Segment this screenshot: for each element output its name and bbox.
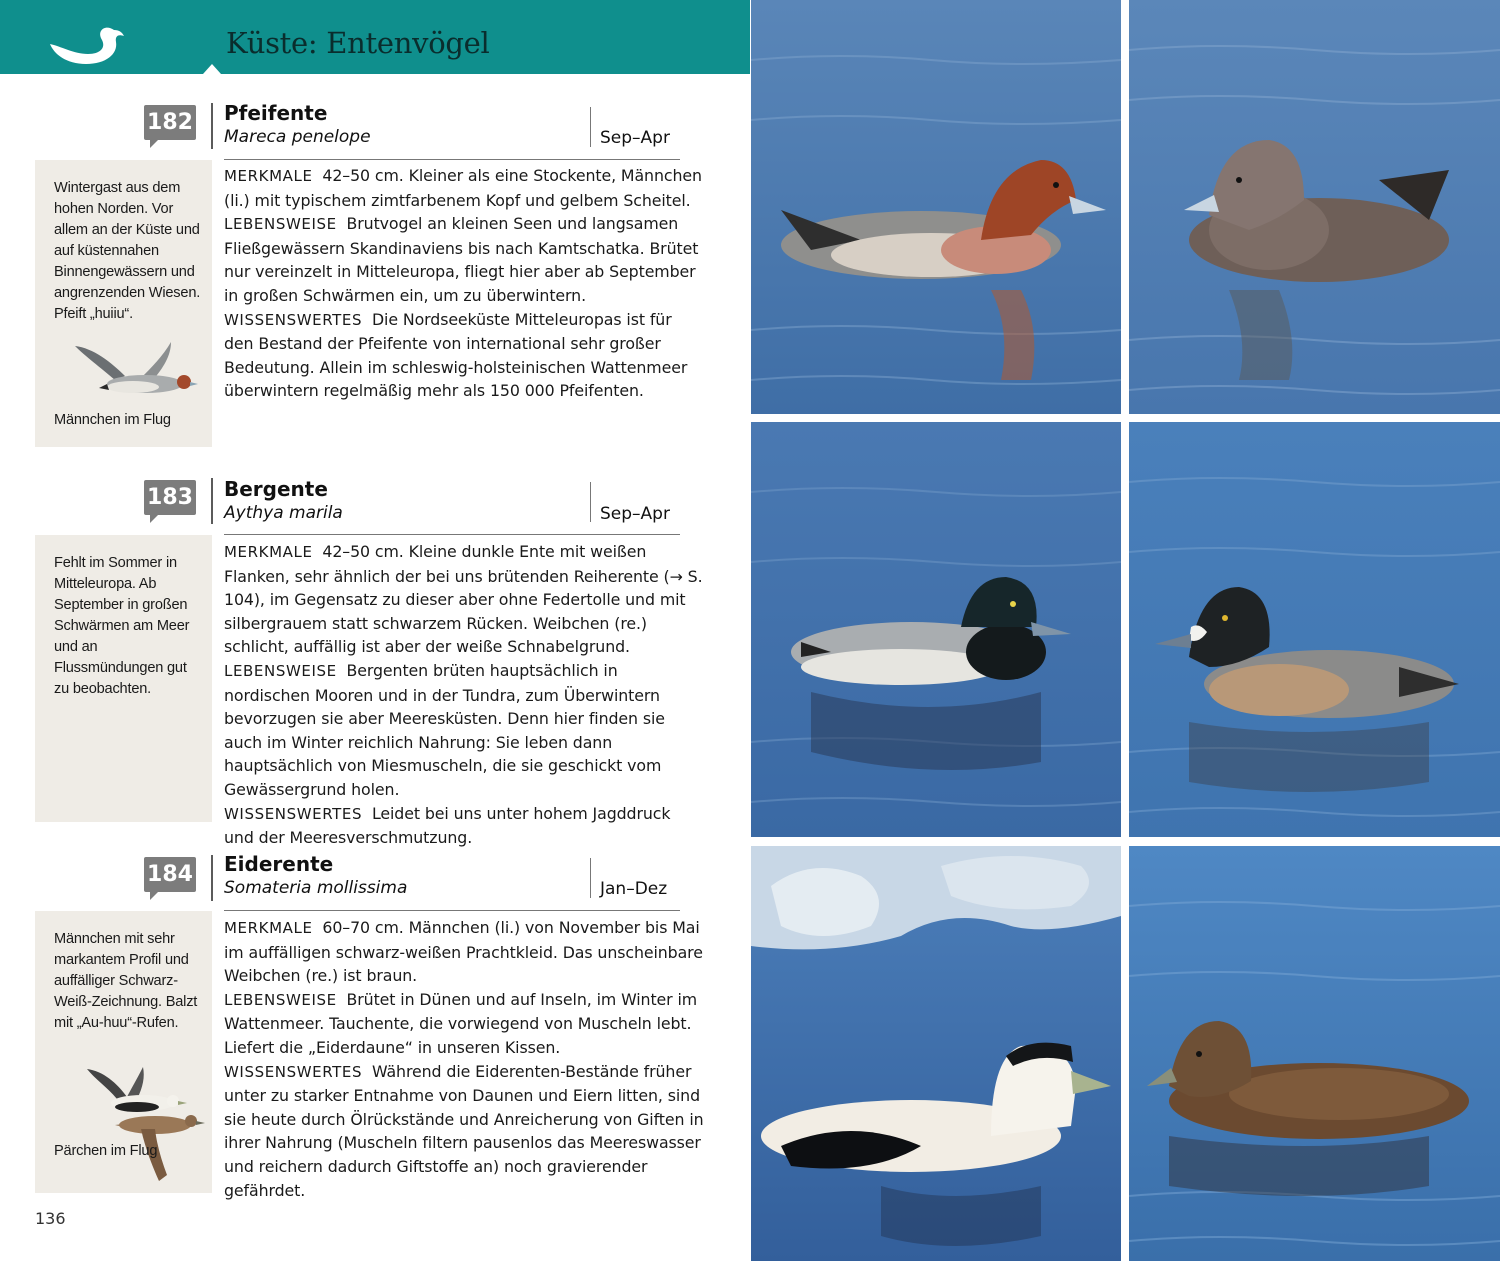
text-merkmale: 60–70 cm. Männchen (li.) von November bis Mai im auffälligen schwarz-weißen Prachtkleid. Das unscheinbare Weibchen (re.) ist braun. (224, 918, 703, 986)
divider (590, 107, 591, 147)
header-pointer (203, 64, 221, 74)
rule (224, 534, 680, 535)
rule (224, 910, 680, 911)
sidebox-caption: Männchen im Flug (54, 412, 171, 428)
photo-eider-female (1129, 846, 1500, 1261)
species-name: Bergente (224, 477, 328, 501)
eider-pair-flight-illustration (85, 1063, 207, 1185)
sidebox-text: Männchen mit sehr markantem Profil und auffälliger Schwarz-Weiß-Zeichnung. Balzt mit „Au-huu“-Rufen. (54, 931, 198, 1031)
text-merkmale: 42–50 cm. Kleiner als eine Stockente, Männchen (li.) mit typischem zimtfarbenem Kopf und gelbem Scheitel. (224, 166, 702, 210)
sidebox (35, 160, 212, 447)
text-lebensweise: Bergenten brüten hauptsächlich in nordischen Mooren und in der Tundra, zum Überwintern bevorzugen sie aber Meeresküsten. Denn hier finden sie auch im Winter reichlich Nahrung: Sie leben dann hauptsächlich von Miesmuscheln, die sie geschickt vom Gewässergrund holen. (224, 660, 665, 799)
season-range: Sep–Apr (600, 128, 670, 148)
rule (224, 159, 680, 160)
sidebox (35, 911, 212, 1193)
divider (590, 858, 591, 898)
species-name: Eiderente (224, 852, 334, 876)
sidebox-text: Wintergast aus dem hohen Norden. Vor allem an der Küste und auf küstennahen Binnengewässern und angrenzenden Wiesen. Pfeift „huiiu“. (54, 180, 201, 322)
page-number: 136 (35, 1209, 66, 1228)
divider (590, 482, 591, 522)
photo-wigeon-female (1129, 0, 1500, 414)
swan-icon (44, 24, 128, 68)
wigeon-flight-illustration (71, 338, 199, 404)
photo-scaup-female (1129, 422, 1500, 837)
divider (211, 478, 213, 524)
divider (211, 103, 213, 149)
page-title: Küste: Entenvögel (226, 26, 490, 60)
sidebox-caption: Pärchen im Flug (54, 1143, 158, 1159)
label-merkmale: MERKMALE (224, 543, 313, 561)
photo-wigeon-male (751, 0, 1121, 414)
label-wissenswertes: WISSENSWERTES (224, 310, 363, 329)
text-lebensweise: Brütet in Dünen und auf Inseln, im Winter im Wattenmeer. Tauchente, die vorwiegend von Muscheln lebt. Liefert die „Eiderdaune“ in unseren Kissen. (224, 989, 698, 1057)
species-latin-name: Somateria mollissima (224, 878, 408, 898)
label-lebensweise: LEBENSWEISE (224, 990, 337, 1009)
species-latin-name: Aythya marila (224, 503, 343, 523)
species-number: 182 (144, 105, 196, 140)
species-description (224, 540, 704, 850)
photo-scaup-male (751, 422, 1121, 837)
label-merkmale: MERKMALE (224, 167, 313, 185)
species-description (224, 164, 704, 403)
photo-eider-male (751, 846, 1121, 1261)
label-lebensweise: LEBENSWEISE (224, 661, 337, 680)
text-lebensweise: Brutvogel an kleinen Seen und langsamen Fließgewässern Skandinaviens bis nach Kamtschatka. Brütet nur vereinzelt in Mitteleuropa, fliegt hier aber ab September in großen Schwärmen ein, um zu überwintern. (224, 214, 699, 305)
label-merkmale: MERKMALE (224, 919, 313, 937)
species-description (224, 916, 704, 1202)
text-wissenswertes: Die Nordseeküste Mitteleuropas ist für den Bestand der Pfeifente von international sehr großer Bedeutung. Allein im schleswig-holsteinischen Wattenmeer überwintern regelmäßig mehr als 150 000 Pfeifenten. (224, 309, 688, 401)
label-wissenswertes: WISSENSWERTES (224, 804, 363, 823)
section-header (0, 0, 750, 74)
species-number: 184 (144, 857, 196, 892)
species-number: 183 (144, 480, 196, 515)
season-range: Jan–Dez (600, 879, 668, 899)
label-lebensweise: LEBENSWEISE (224, 215, 337, 234)
divider (211, 855, 213, 901)
species-name: Pfeifente (224, 101, 328, 125)
text-wissenswertes: Während die Eiderenten-Bestände früher unter zu starker Entnahme von Daunen und Eiern litten, sind sie heute durch Ölrückstände und Anreicherung von Giften in ihrer Nahrung (Muscheln filtern pausenlos das Meereswasser und reichern dadurch Giftstoffe an) noch gravierender gefährdet. (224, 1061, 704, 1200)
sidebox (35, 535, 212, 822)
label-wissenswertes: WISSENSWERTES (224, 1062, 363, 1081)
species-latin-name: Mareca penelope (224, 127, 371, 147)
sidebox-text: Fehlt im Sommer in Mitteleuropa. Ab September in großen Schwärmen am Meer und an Flussmündungen gut zu beobachten. (54, 555, 190, 697)
season-range: Sep–Apr (600, 504, 670, 524)
text-merkmale: 42–50 cm. Kleine dunkle Ente mit weißen Flanken, sehr ähnlich der bei uns brütenden Reiherente (→ S. 104), im Gegensatz zu dieser aber ohne Federtolle und mit silbergrauem statt schwarzem Rücken. Weibchen (re.) schlicht, auffällig ist aber der weiße Schnabelgrund. (224, 542, 703, 657)
text-wissenswertes: Leidet bei uns unter hohem Jagddruck und der Meeresverschmutzung. (224, 803, 671, 848)
